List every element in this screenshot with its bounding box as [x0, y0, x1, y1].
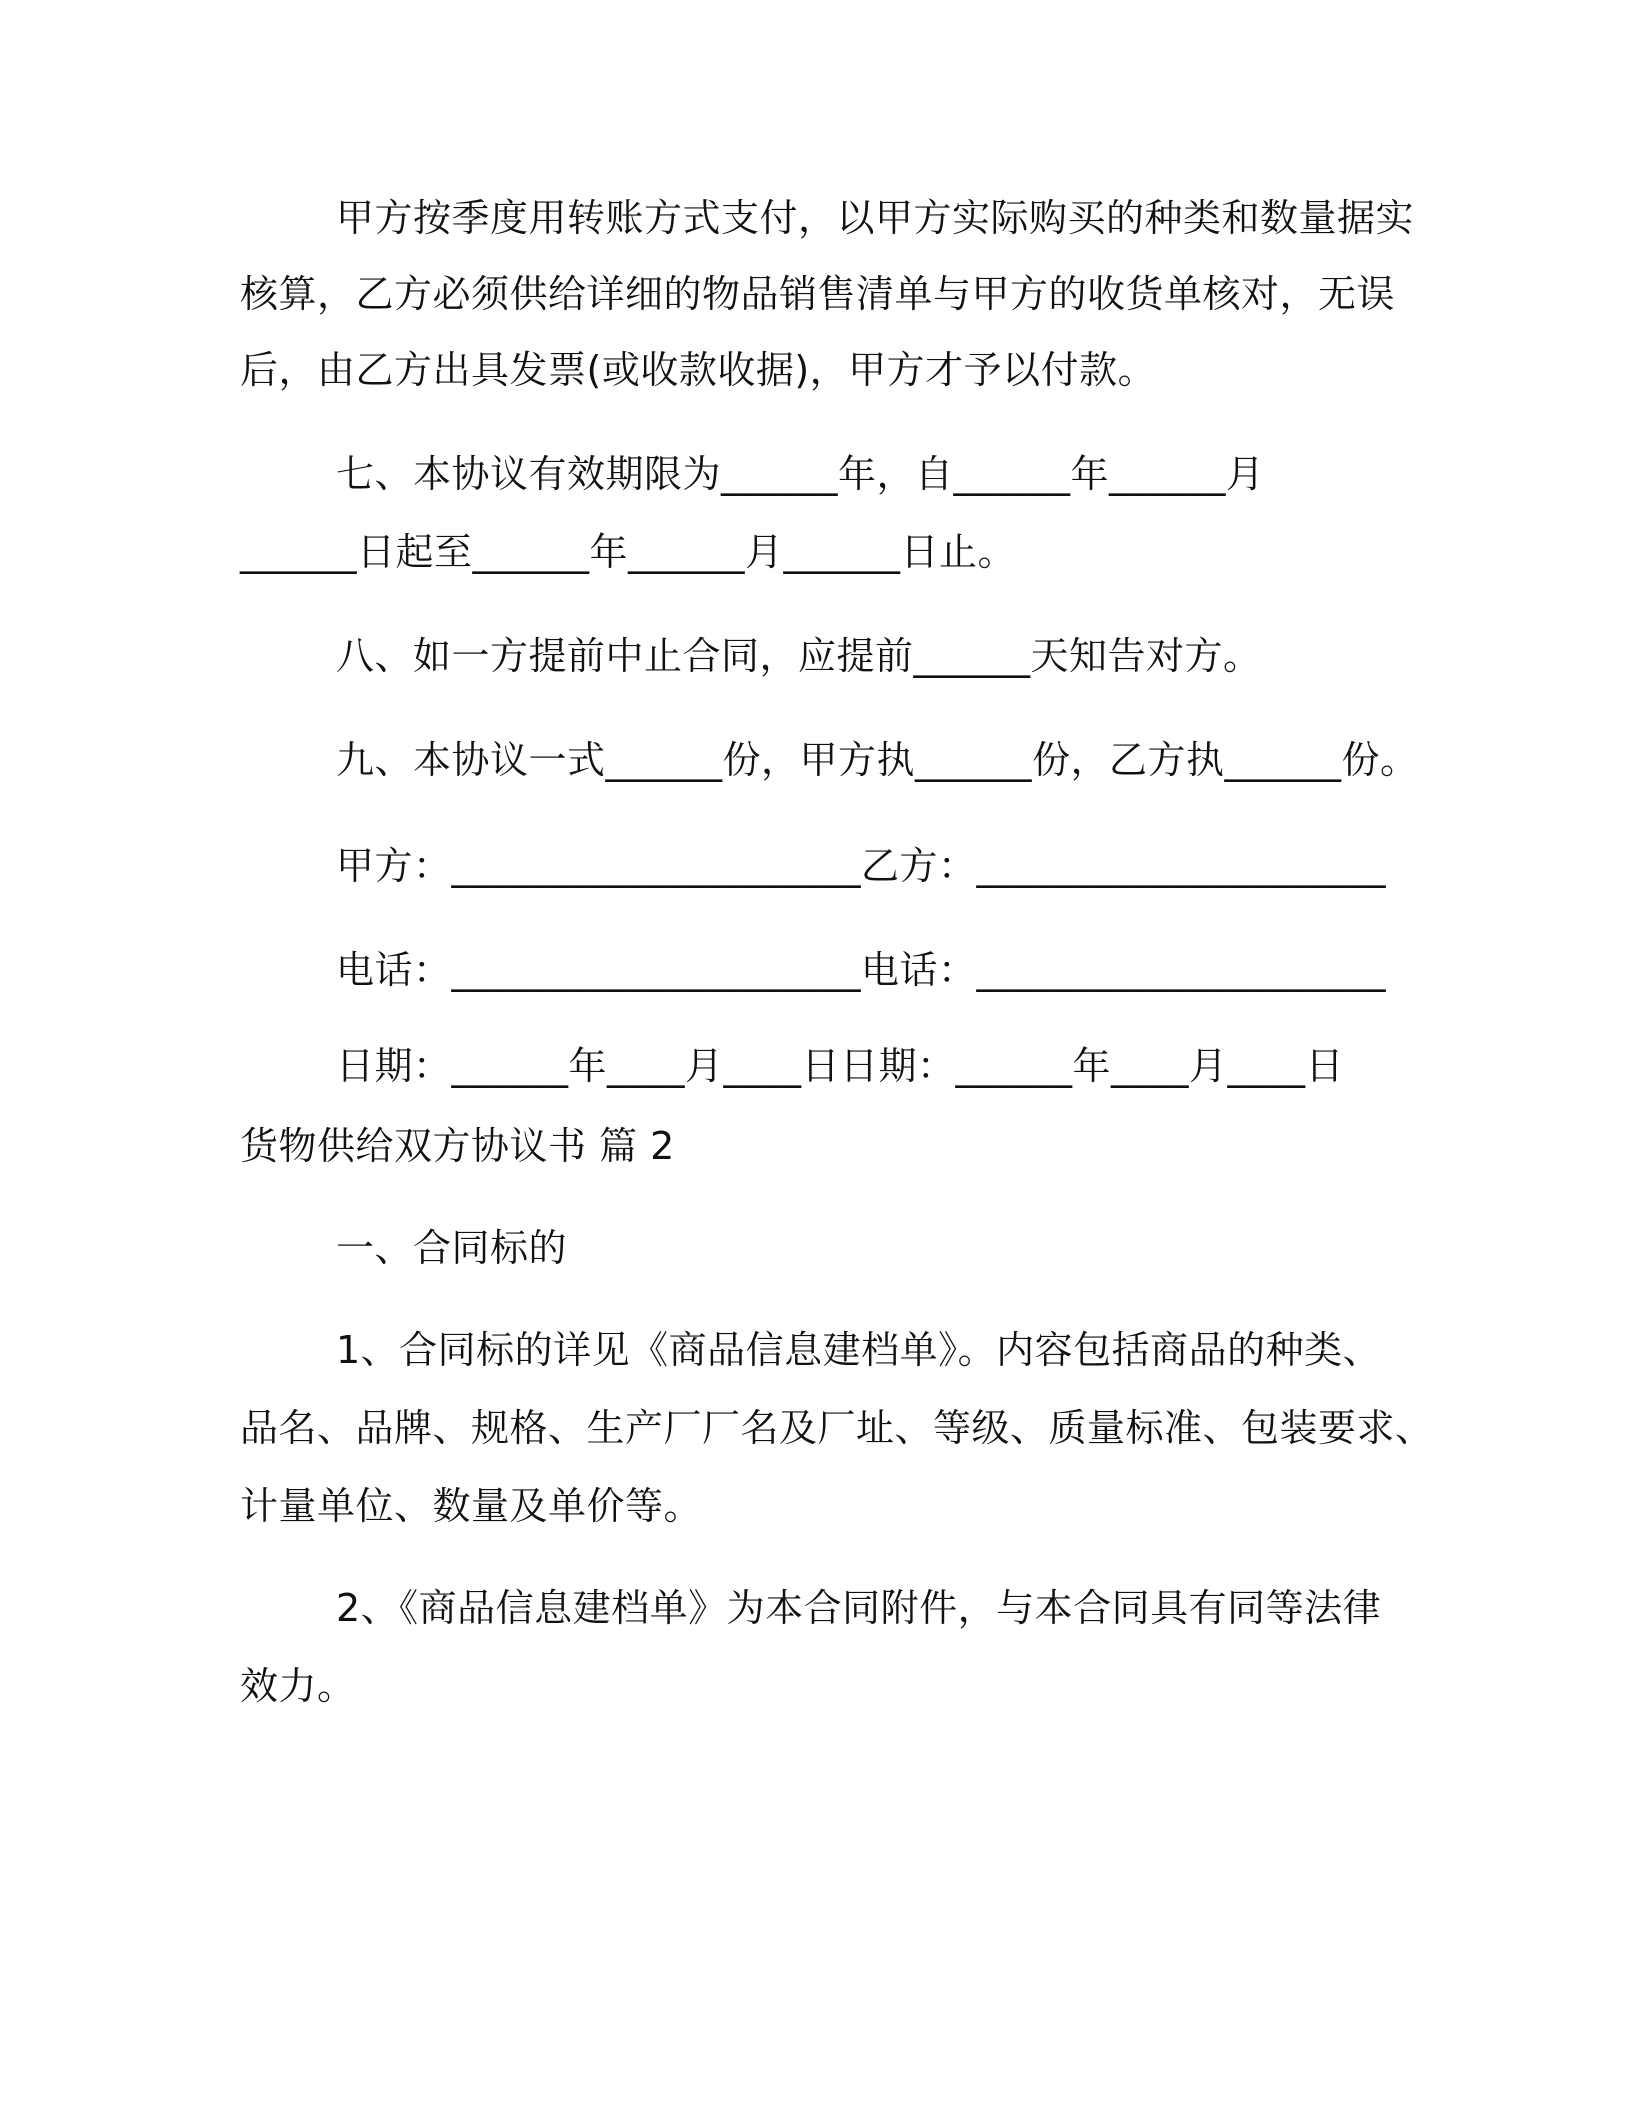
clause-7-line-1: 七、本协议有效期限为______年，自______年______月	[336, 452, 1265, 496]
item-1-line-2: 品名、品牌、规格、生产厂厂名及厂址、等级、质量标准、包装要求、	[240, 1406, 1434, 1450]
signature-phone-line: 电话：_____________________电话：_____________________	[336, 948, 1387, 992]
payment-paragraph-line-1: 甲方按季度用转账方式支付，以甲方实际购买的种类和数量据实	[336, 196, 1415, 240]
section-title: 货物供给双方协议书 篇 2	[240, 1124, 675, 1168]
signature-date-line: 日期：______年____月____日日期：______年____月____日	[336, 1044, 1345, 1088]
section-1-heading: 一、合同标的	[336, 1226, 568, 1270]
item-2-line-1: 2、《商品信息建档单》为本合同附件，与本合同具有同等法律	[336, 1586, 1382, 1630]
signature-party-line: 甲方：_____________________乙方：_____________________	[336, 844, 1387, 888]
clause-8: 八、如一方提前中止合同，应提前______天知告对方。	[336, 634, 1262, 678]
clause-9: 九、本协议一式______份，甲方执______份，乙方执______份。	[336, 738, 1419, 782]
payment-paragraph-line-2: 核算，乙方必须供给详细的物品销售清单与甲方的收货单核对，无误	[240, 272, 1396, 316]
item-1-line-1: 1、合同标的详见《商品信息建档单》。内容包括商品的种类、	[336, 1328, 1382, 1372]
clause-7-line-2: ______日起至______年______月______日止。	[240, 530, 1017, 574]
item-1-line-3: 计量单位、数量及单价等。	[240, 1484, 703, 1528]
payment-paragraph-line-3: 后，由乙方出具发票(或收款收据)，甲方才予以付款。	[240, 348, 1157, 392]
item-2-line-2: 效力。	[240, 1664, 356, 1708]
